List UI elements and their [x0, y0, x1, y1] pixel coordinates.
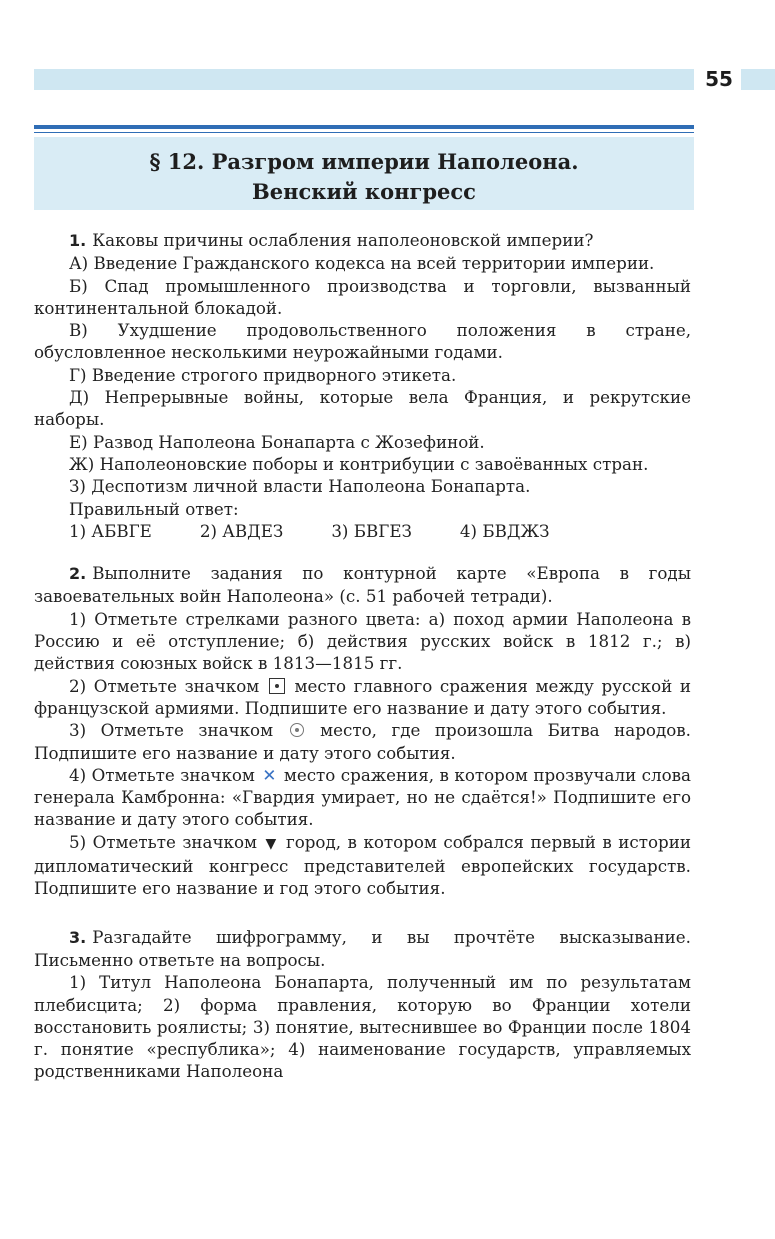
task1-option-z: З) Деспотизм личной власти Наполеона Бонапарта.: [69, 476, 531, 497]
section-title-line2: Венский конгресс: [252, 179, 476, 204]
task2-item2: 2) Отметьте значком место главного сражения между русской и французской армиями. Подпишите его название и дату этого события.: [34, 675, 692, 718]
section-title-box: [34, 137, 694, 210]
task1-answer-2: 2) АВДЕЗ: [199, 520, 284, 541]
circle-dot-icon: [290, 723, 304, 737]
task1-number: 1.: [69, 231, 87, 250]
task1-answer-3: 3) БВГЕЗ: [331, 520, 412, 541]
task1-answer-label: Правильный ответ:: [69, 498, 239, 519]
task2-item5: 5) Отметьте значком ▼ город, в котором собрался первый в истории дипломатический конгресс представителей европейских государств. Подпишите его название и год этого события.: [34, 831, 691, 899]
task2-item4: 4) Отметьте значком ✕ место сражения, в котором прозвучали слова генерала Камбронна: «Гвардия умирает, но не сдаётся!» Подпишите его название и дату этого события.: [34, 764, 691, 830]
task1-answer-4: 4) БВДЖЗ: [459, 520, 550, 541]
down-triangle-icon: ▼: [265, 835, 278, 852]
header-band: [34, 69, 694, 90]
header-band-right: [741, 69, 775, 90]
task1-option-b: Б) Спад промышленного производства и торговли, вызванный континентальной блокадой.: [34, 275, 691, 318]
task2-number: 2.: [69, 564, 87, 584]
task3-body: 1) Титул Наполеона Бонапарта, полученный им по результатам плебисцита; 2) форма правления, которую во Франции хотели восстановить роялисты; 3) понятие, вытеснившее во Франции после 1804 г. понятие «республика»; 4) наименование государств, управляемых родственниками Наполеона: [34, 972, 691, 1082]
section-title-line1: § 12. Разгром империи Наполеона.: [149, 149, 579, 174]
task1-option-g: Г) Введение строгого придворного этикета.: [69, 364, 457, 385]
task1-answers: [34, 520, 691, 542]
page-number: 55: [705, 67, 733, 91]
page-content: [34, 229, 691, 1083]
task1-question: 1. Каковы причины ослабления наполеоновской империи?: [34, 229, 691, 252]
title-rule-thick: [34, 125, 694, 129]
task1-answer-1: 1) АБВГЕ: [69, 520, 152, 541]
task2-intro: 2. Выполните задания по контурной карте «Европа в годы завоевательных войн Наполеона» (с. 51 рабочей тетради).: [34, 563, 691, 607]
task1-option-v: В) Ухудшение продовольственного положения в стране, обусловленное несколькими неурожайными годами.: [34, 320, 691, 363]
task1-option-d: Д) Непрерывные войны, которые вела Франция, и рекрутские наборы.: [34, 387, 691, 430]
task1-option-a: А) Введение Гражданского кодекса на всей территории империи.: [69, 253, 655, 274]
crossed-swords-icon: ✕: [262, 764, 277, 785]
task3-number: 3.: [69, 927, 87, 947]
task2-item1: 1) Отметьте стрелками разного цвета: а) поход армии Наполеона в Россию и её отступление; б) действия русских войск в 1812 г.; в) действия союзных войск в 1813—1815 гг.: [34, 608, 691, 674]
task1-option-zh: Ж) Наполеоновские поборы и контрибуции с завоёванных стран.: [69, 453, 649, 474]
task1-option-e: Е) Развод Наполеона Бонапарта с Жозефиной.: [69, 431, 485, 452]
title-rule-thin: [34, 132, 694, 133]
square-dot-icon: [269, 678, 285, 694]
task2-item3: 3) Отметьте значком место, где произошла Битва народов. Подпишите его название и дату этого события.: [34, 720, 691, 763]
task3-intro: 3. Разгадайте шифрограмму, и вы прочтёте высказывание. Письменно ответьте на вопросы.: [34, 926, 691, 970]
